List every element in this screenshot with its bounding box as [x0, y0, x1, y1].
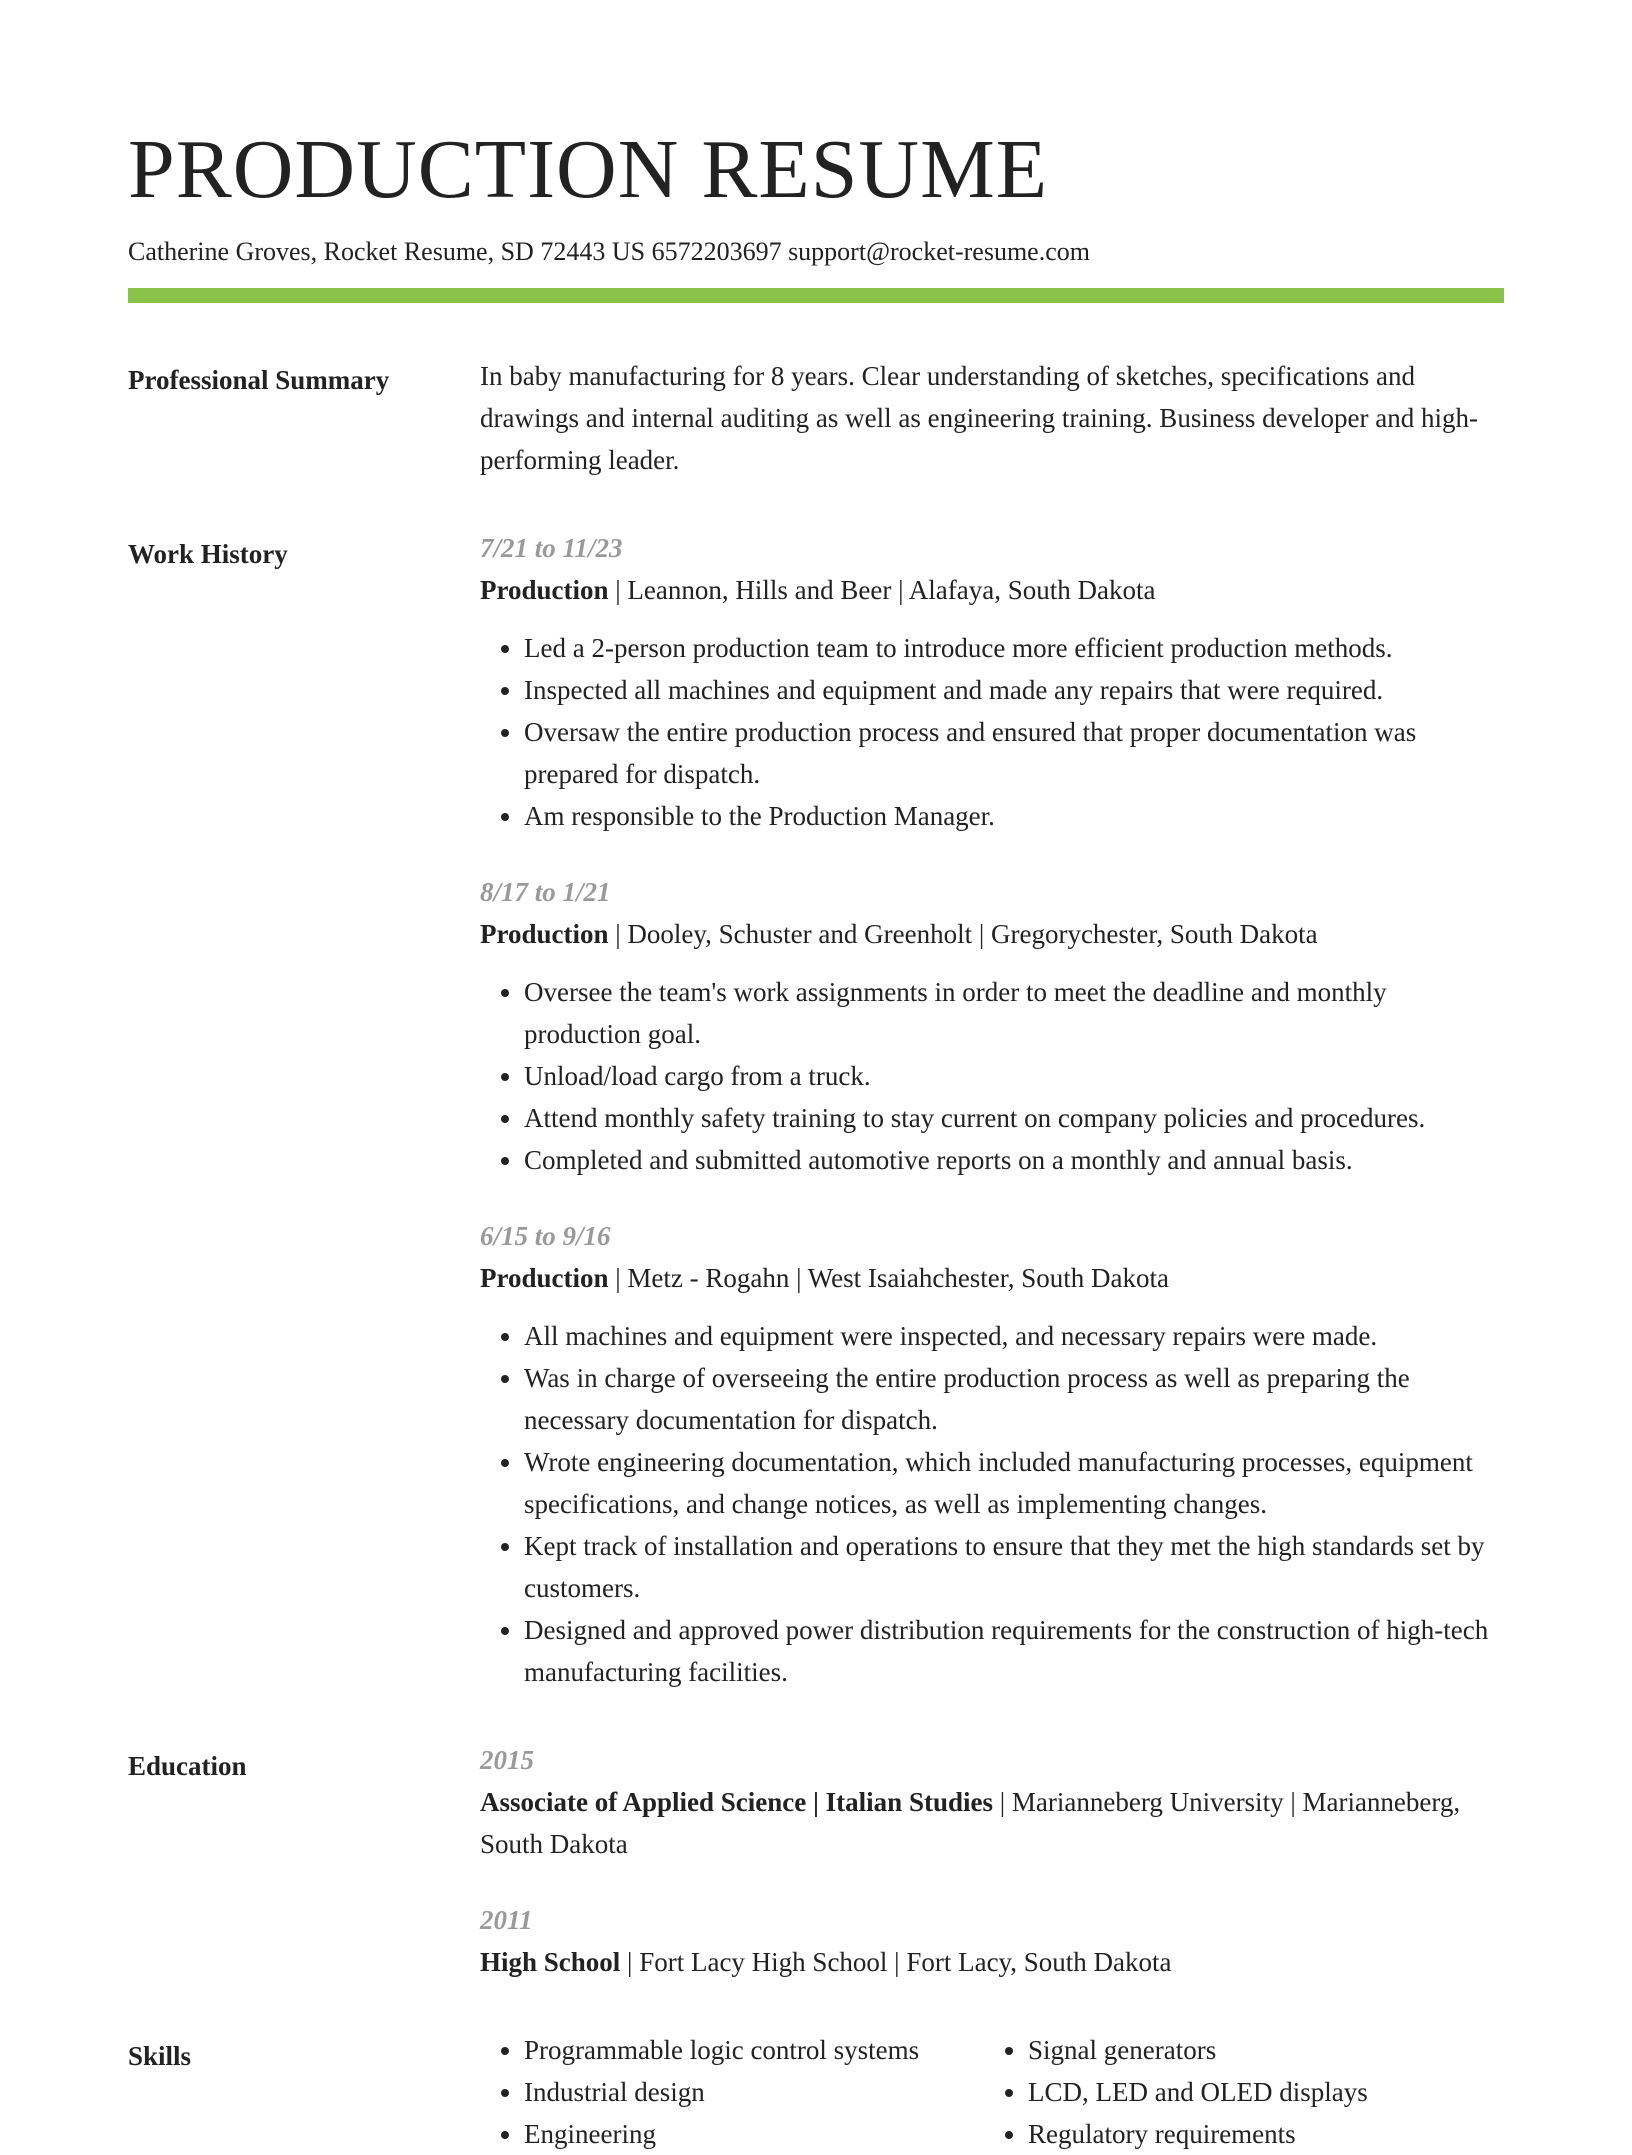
- list-item: • Oversee the team's work assignments in order to meet the deadline and monthly production goal.: [524, 971, 1504, 1055]
- list-item: • Regulatory requirements: [1028, 2113, 1504, 2155]
- list-item: • Programmable logic control systems: [524, 2029, 984, 2071]
- job-entry: [480, 871, 1504, 1181]
- skills-section: [128, 2035, 1504, 2155]
- section-heading: Skills: [128, 2041, 192, 2071]
- education-year: 2011: [480, 1905, 533, 1935]
- contact-phone: 6572203697: [651, 237, 782, 266]
- summary-text: In baby manufacturing for 8 years. Clear understanding of sketches, specifications and drawings and internal auditing as well as engineering training. Business developer and high-performing leader.: [480, 361, 1478, 475]
- section-heading: Work History: [128, 539, 288, 569]
- list-item: • Kept track of installation and operations to ensure that they met the high standards set by customers.: [524, 1525, 1504, 1609]
- education-details: | Fort Lacy High School | Fort Lacy, South Dakota: [620, 1947, 1172, 1977]
- list-item: • Am responsible to the Production Manager.: [524, 795, 1504, 837]
- job-bullets: [480, 971, 1504, 1181]
- resume-page: [128, 118, 1504, 2155]
- list-item: • Unload/load cargo from a truck.: [524, 1055, 1504, 1097]
- job-details: | Dooley, Schuster and Greenholt | Gregorychester, South Dakota: [608, 919, 1318, 949]
- job-dates: 6/15 to 9/16: [480, 1221, 611, 1251]
- list-item: • Designed and approved power distribution requirements for the construction of high-tech manufacturing facilities.: [524, 1609, 1504, 1693]
- contact-line: [128, 234, 1504, 270]
- list-item: • Oversaw the entire production process and ensured that proper documentation was prepared for dispatch.: [524, 711, 1504, 795]
- contact-email: support@rocket-resume.com: [788, 237, 1090, 266]
- section-heading: Education: [128, 1751, 247, 1781]
- job-title: Production: [480, 1263, 609, 1293]
- contact-name: Catherine Groves,: [128, 237, 318, 266]
- education-degree: Associate of Applied Science | Italian Studies: [480, 1787, 993, 1817]
- job-bullets: [480, 1315, 1504, 1693]
- job-bullets: [480, 627, 1504, 837]
- summary-section: [128, 359, 1504, 481]
- list-item: • Completed and submitted automotive reports on a monthly and annual basis.: [524, 1139, 1504, 1181]
- list-item: • Industrial design: [524, 2071, 984, 2113]
- list-item: • Inspected all machines and equipment and made any repairs that were required.: [524, 669, 1504, 711]
- job-heading: [480, 569, 1504, 611]
- education-degree: High School: [480, 1947, 621, 1977]
- education-details: | Marianneberg University | Marianneberg, South Dakota: [480, 1787, 1461, 1859]
- job-dates: 7/21 to 11/23: [480, 533, 623, 563]
- list-item: • All machines and equipment were inspected, and necessary repairs were made.: [524, 1315, 1504, 1357]
- job-dates: 8/17 to 1/21: [480, 877, 611, 907]
- list-item: • Attend monthly safety training to stay current on company policies and procedures.: [524, 1097, 1504, 1139]
- job-entry: [480, 527, 1504, 837]
- job-entry: [480, 1215, 1504, 1693]
- job-title: Production: [480, 919, 609, 949]
- education-entry: [480, 1899, 1504, 1983]
- education-entry: [480, 1739, 1504, 1865]
- skills-list: [984, 2029, 1504, 2155]
- skills-list: [480, 2029, 984, 2155]
- job-details: | Metz - Rogahn | West Isaiahchester, South Dakota: [608, 1263, 1169, 1293]
- resume-title: PRODUCTION RESUME: [128, 123, 1049, 216]
- job-heading: [480, 1257, 1504, 1299]
- list-item: • Engineering: [524, 2113, 984, 2155]
- list-item: • LCD, LED and OLED displays: [1028, 2071, 1504, 2113]
- section-heading: Professional Summary: [128, 365, 390, 395]
- skills-columns: [480, 2029, 1504, 2155]
- education-heading: [480, 1781, 1504, 1865]
- education-heading: [480, 1941, 1504, 1983]
- list-item: • Was in charge of overseeing the entire production process as well as preparing the necessary documentation for dispatch.: [524, 1357, 1504, 1441]
- contact-address: Rocket Resume, SD 72443 US: [323, 237, 646, 266]
- list-item: • Led a 2-person production team to introduce more efficient production methods.: [524, 627, 1504, 669]
- work-history-section: [128, 533, 1504, 1693]
- list-item: • Wrote engineering documentation, which included manufacturing processes, equipment specifications, and change notices, as well as implementing changes.: [524, 1441, 1504, 1525]
- education-year: 2015: [480, 1745, 534, 1775]
- header-divider: [128, 288, 1504, 303]
- list-item: • Signal generators: [1028, 2029, 1504, 2071]
- job-details: | Leannon, Hills and Beer | Alafaya, South Dakota: [608, 575, 1156, 605]
- job-heading: [480, 913, 1504, 955]
- education-section: [128, 1745, 1504, 1983]
- job-title: Production: [480, 575, 609, 605]
